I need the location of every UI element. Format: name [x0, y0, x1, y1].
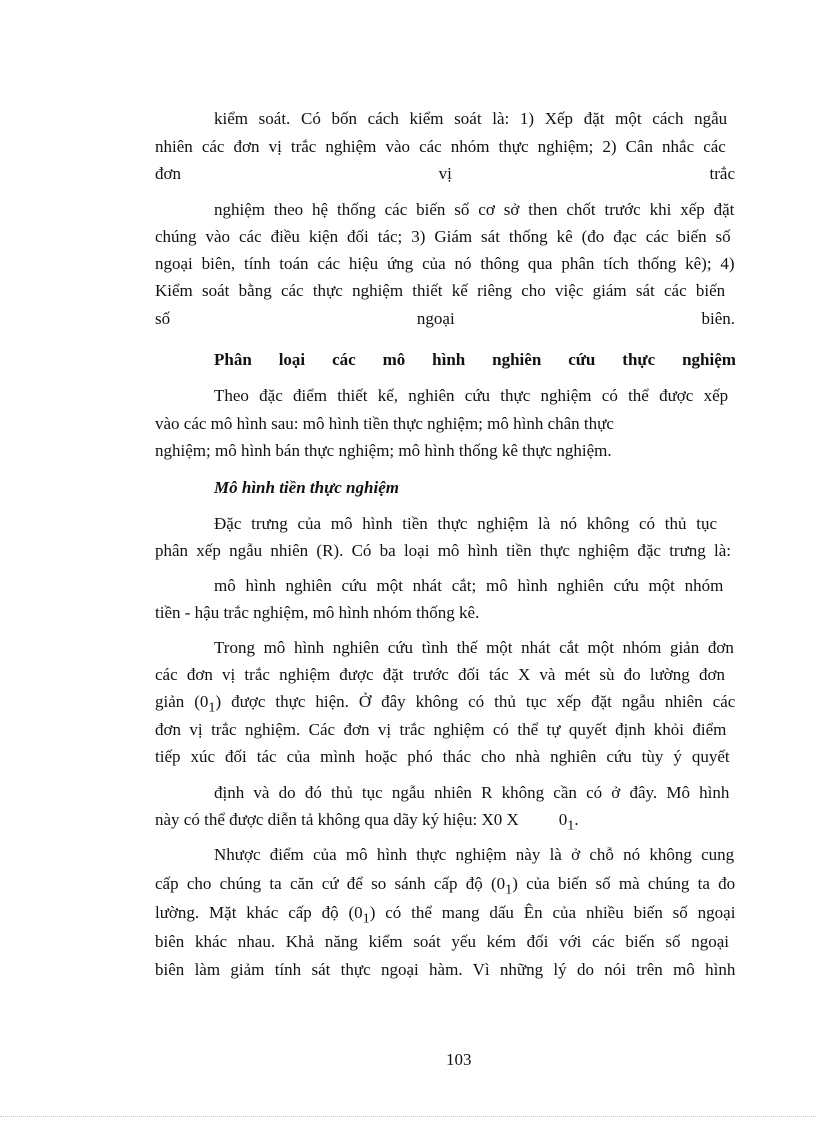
text-line: các đơn vị trắc nghiệm được đặt trước đối tác X và mét sù đo lường đơn: [155, 665, 725, 684]
text-line: nghiệm theo hệ thống các biến số cơ sở then chốt trước khi xếp đặt: [214, 200, 735, 219]
word: biên.: [701, 309, 735, 328]
word: đơn: [155, 164, 181, 183]
text-line: cấp cho chúng ta căn cứ để so sánh cấp độ $(0_1)$ của biến số mà chúng ta đo: [155, 874, 736, 898]
page-edge-divider: [0, 1116, 816, 1117]
text-line: Theo đặc điểm thiết kế, nghiên cứu thực nghiệm có thể được xếp: [214, 386, 729, 405]
text-line: vào các mô hình sau: mô hình tiền thực nghiệm; mô hình chân thực: [155, 414, 614, 433]
text-line: tiếp xúc đối tác của mình hoặc phó thác cho nhà nghiên cứu tùy ý quyết: [155, 747, 730, 766]
text-line: nhiên các đơn vị trắc nghiệm vào các nhóm thực nghiệm; 2) Cân nhắc các: [155, 137, 726, 156]
section-heading: Phân loại các mô hình nghiên cứu thực nghiệm: [214, 350, 736, 369]
text-line: Đặc trưng của mô hình tiền thực nghiệm là nó không có thủ tục: [214, 514, 718, 533]
word: ngoại: [416, 309, 455, 328]
page-number: 103: [446, 1050, 472, 1069]
text-line: phân xếp ngẫu nhiên (R). Có ba loại mô hình tiền thực nghiệm đặc trưng là:: [155, 541, 732, 560]
text-line: Kiểm soát bằng các thực nghiệm thiết kế riêng cho việc giám sát các biến: [155, 281, 726, 300]
word: vị: [438, 164, 452, 183]
justified-line: [155, 309, 735, 329]
text-line: kiểm soát. Có bốn cách kiểm soát là: 1) Xếp đặt một cách ngẫu: [214, 109, 728, 128]
text-line: nghiệm; mô hình bán thực nghiệm; mô hình thống kê thực nghiệm.: [155, 441, 612, 460]
text-line: giản $(0_1)$ được thực hiện. Ở đây không có thủ tục xếp đặt ngẫu nhiên các: [155, 692, 736, 716]
text-line: mô hình nghiên cứu một nhát cắt; mô hình nghiên cứu một nhóm: [214, 576, 724, 595]
word: số: [155, 309, 171, 328]
text-line: Trong mô hình nghiên cứu tình thế một nhát cắt một nhóm giản đơn: [214, 638, 734, 657]
text-line: Nhược điểm của mô hình thực nghiệm này là ở chỗ nó không cung: [214, 845, 735, 864]
text-line: lường. Mặt khác cấp độ $(0_1)$ có thể mang dấu Ên của nhiều biến số ngoại: [155, 903, 736, 927]
text-line: tiền - hậu trắc nghiệm, mô hình nhóm thống kê.: [155, 603, 480, 622]
text-line: chúng vào các điều kiện đối tác; 3) Giám sát thống kê (đo đạc các biến số: [155, 227, 731, 246]
subsection-heading: Mô hình tiền thực nghiệm: [214, 478, 399, 497]
word: trắc: [709, 164, 735, 183]
text-line: định và do đó thủ tục ngẫu nhiên R không cần có ở đây. Mô hình: [214, 783, 730, 802]
text-line: đơn vị trắc nghiệm. Các đơn vị trắc nghiệm có thể tự quyết định khỏi điểm: [155, 720, 727, 739]
text-line: biên làm giảm tính sát thực ngoại hàm. Vì những lý do nói trên mô hình: [155, 960, 736, 979]
text-line: biên khác nhau. Khả năng kiểm soát yếu kém đối với các biến số ngoại: [155, 932, 729, 951]
text-line: này có thể được diễn tả không qua dãy ký hiệu: X0 X $0_1$.: [155, 810, 579, 834]
justified-line: [155, 164, 735, 184]
text-line: ngoại biên, tính toán các hiệu ứng của nó thông qua phân tích thống kê); 4): [155, 254, 735, 273]
